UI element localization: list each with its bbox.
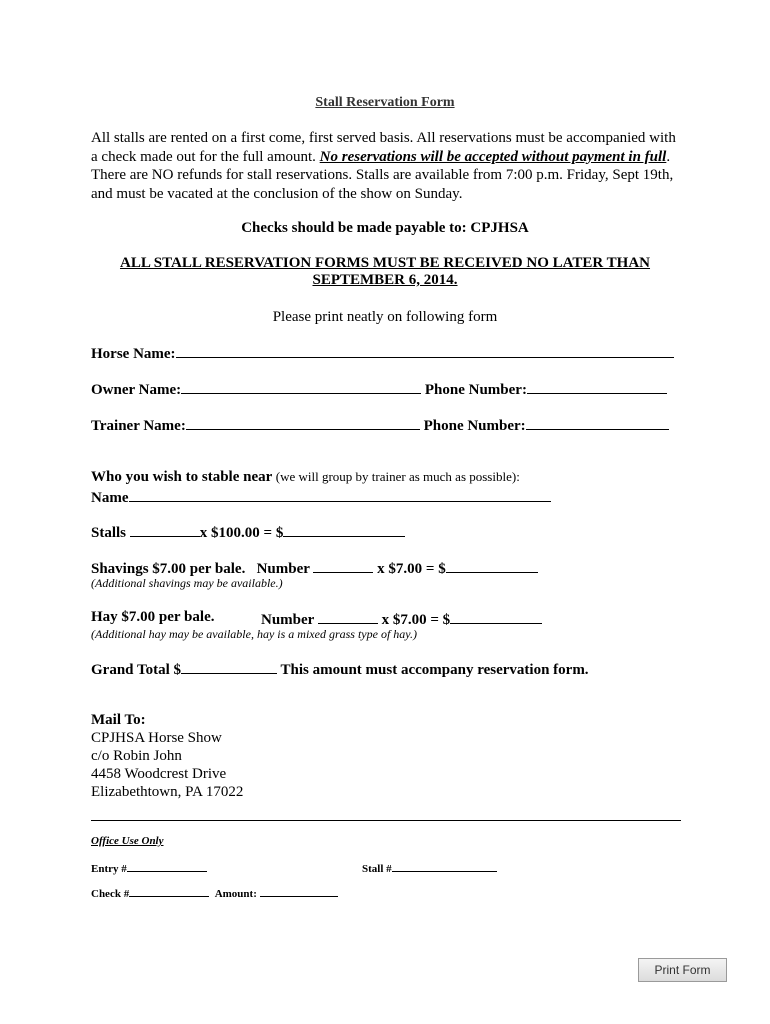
stable-name-field[interactable] [129, 487, 551, 502]
owner-phone-field[interactable] [527, 379, 667, 394]
trainer-phone-label: Phone Number: [423, 418, 526, 434]
hay-note: (Additional hay may be available, hay is a mixed grass type of hay.) [91, 627, 417, 641]
stalls-quantity-field[interactable] [130, 522, 200, 537]
stalls-row [91, 522, 405, 542]
office-entry-field[interactable] [127, 861, 207, 872]
office-check-field[interactable] [129, 886, 209, 897]
checks-payable: Checks should be made payable to: CPJHSA [241, 220, 529, 236]
trainer-name-field[interactable] [186, 415, 420, 430]
horse-name-field[interactable] [176, 343, 674, 358]
shavings-label: Shavings $7.00 per bale. [91, 561, 246, 577]
grand-total-row [91, 659, 589, 679]
office-check-row [91, 886, 338, 900]
intro-emphasis: No reservations will be accepted without payment in full [319, 148, 667, 165]
print-form-button[interactable]: Print Form [638, 958, 727, 982]
owner-row [91, 379, 667, 399]
form-title: Stall Reservation Form [315, 95, 455, 110]
stable-near-row [91, 469, 520, 486]
deadline-line-2: SEPTEMBER 6, 2014. [312, 272, 458, 288]
mail-heading: Mail To: [91, 712, 146, 728]
intro-text-2: . There are NO refunds for stall reservations. Stalls are available from 7:00 p.m. Friday, Sept 19th, and must be vacated at the conclusion of the show on Sunday. [91, 148, 674, 202]
hay-rate: x $7.00 = $ [381, 612, 451, 628]
hay-row [91, 609, 214, 626]
stable-near-note: (we will group by trainer as much as possible): [275, 469, 520, 484]
mail-line-1: CPJHSA Horse Show [91, 730, 222, 746]
office-check-label: Check # [91, 888, 130, 900]
office-stall-row [362, 861, 497, 875]
intro-text-1: All stalls are rented on a first come, first served basis. All reservations must be accompanied with a check made out for the full amount. [91, 130, 676, 165]
hay-number-row [261, 609, 542, 629]
trainer-name-label: Trainer Name: [91, 418, 186, 434]
horse-name-label: Horse Name: [91, 346, 176, 362]
stable-name-row [91, 487, 551, 507]
grand-total-note: This amount must accompany reservation form. [280, 662, 589, 678]
print-note: Please print neatly on following form [272, 309, 498, 325]
mail-line-3: 4458 Woodcrest Drive [91, 766, 227, 782]
stalls-label: Stalls [91, 525, 127, 541]
stalls-total-field[interactable] [283, 522, 405, 537]
hay-label: Hay $7.00 per bale. [91, 609, 215, 625]
hay-number-field[interactable] [318, 609, 378, 624]
stable-near-label: Who you wish to stable near [91, 469, 272, 485]
owner-name-field[interactable] [181, 379, 421, 394]
owner-phone-label: Phone Number: [424, 382, 527, 398]
stable-name-label: Name [91, 490, 129, 506]
stalls-rate: x $100.00 = $ [199, 525, 284, 541]
office-amount-field[interactable] [260, 886, 338, 897]
horse-name-row [91, 343, 674, 363]
grand-total-field[interactable] [181, 659, 277, 674]
office-heading: Office Use Only [91, 835, 164, 847]
hay-total-field[interactable] [450, 609, 542, 624]
grand-total-label: Grand Total $ [91, 662, 182, 678]
office-entry-row [91, 861, 207, 875]
shavings-number-field[interactable] [313, 558, 373, 573]
deadline-notice [0, 255, 770, 289]
shavings-row [91, 558, 538, 578]
shavings-total-field[interactable] [446, 558, 538, 573]
owner-name-label: Owner Name: [91, 382, 182, 398]
office-amount-label: Amount: [214, 888, 257, 900]
shavings-number-label: Number [256, 561, 310, 577]
office-stall-field[interactable] [392, 861, 497, 872]
mail-line-2: c/o Robin John [91, 748, 182, 764]
office-entry-label: Entry # [91, 863, 127, 875]
office-stall-label: Stall # [362, 863, 392, 875]
shavings-rate: x $7.00 = $ [377, 561, 446, 577]
deadline-line-1: ALL STALL RESERVATION FORMS MUST BE RECEIVED NO LATER THAN [119, 255, 651, 271]
shavings-note: (Additional shavings may be available.) [91, 576, 283, 590]
hay-number-label: Number [261, 612, 315, 628]
mail-line-4: Elizabethtown, PA 17022 [91, 784, 244, 800]
divider [91, 820, 681, 821]
trainer-row [91, 415, 669, 435]
intro-paragraph [91, 129, 681, 203]
trainer-phone-field[interactable] [526, 415, 669, 430]
